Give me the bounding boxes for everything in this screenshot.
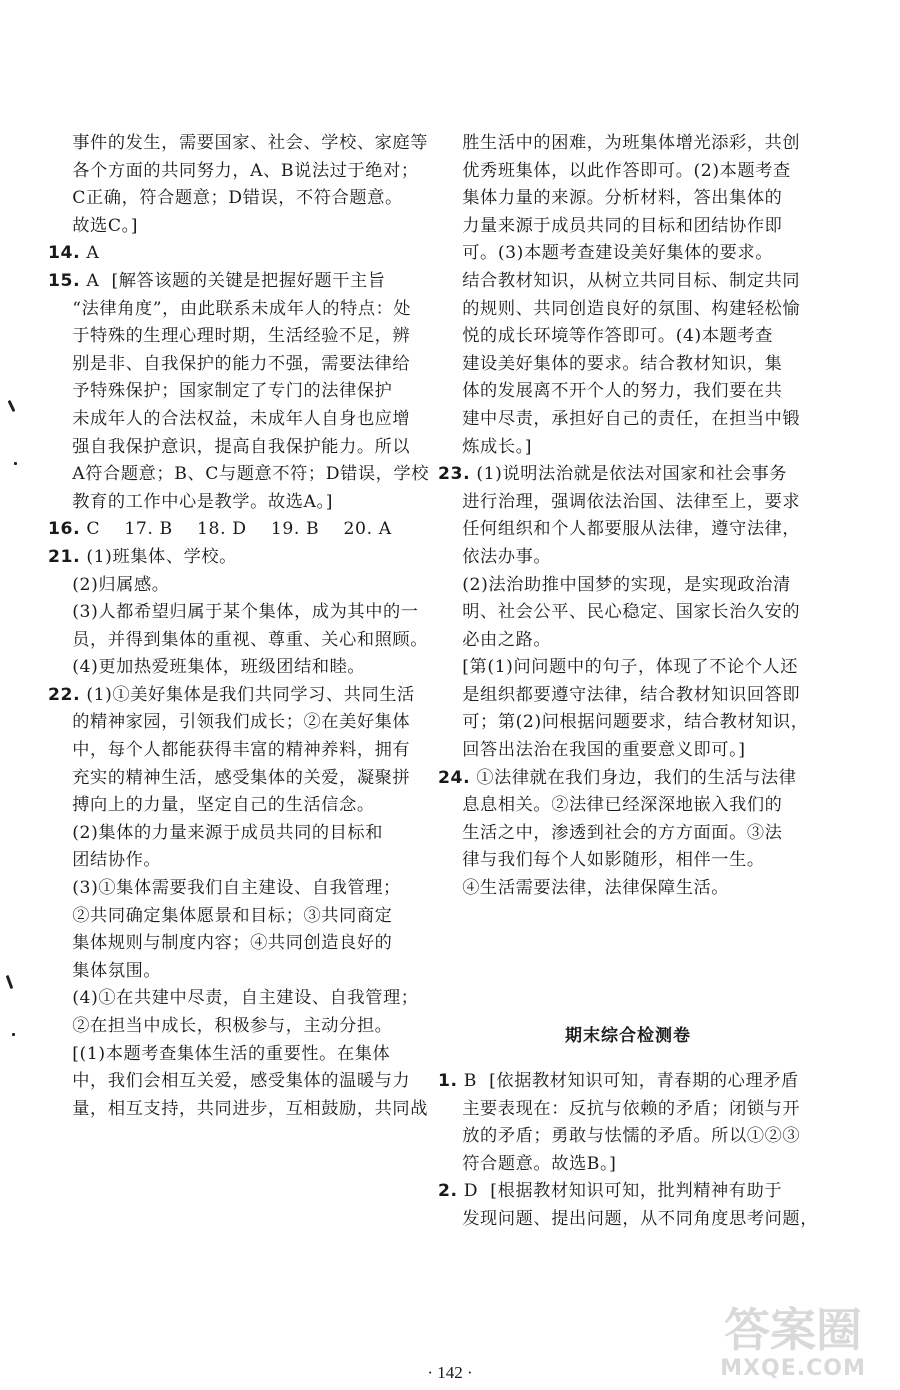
line-text: [(1)本题考查集体生活的重要性。在集体 [48, 1043, 391, 1064]
line-text: 任何组织和个人都要服从法律，遵守法律， [438, 519, 801, 540]
question-number: 1. [438, 1071, 458, 1091]
text-line [438, 875, 818, 903]
line-text: 员，并得到集体的重视、尊重、关心和照顾。 [48, 629, 429, 650]
text-line [48, 296, 426, 324]
text-line [438, 627, 818, 655]
line-text: 符合题意。故选B。] [438, 1153, 617, 1174]
line-text: 炼成长。] [438, 436, 533, 457]
text-line [48, 1041, 426, 1069]
line-text: 集体规则与制度内容；④共同创造良好的 [48, 933, 393, 954]
line-text: 量，相互支持，共同进步，互相鼓励，共同战 [48, 1098, 429, 1119]
text-line [48, 1068, 426, 1096]
line-text: 于特殊的生理心理时期，生活经验不足，辨 [48, 326, 411, 347]
line-text: 搏向上的力量，坚定自己的生活信念。 [48, 795, 375, 816]
text-line [438, 1123, 818, 1151]
question-number: 21. [48, 546, 81, 567]
text-line [438, 434, 818, 462]
text-line [48, 985, 426, 1013]
text-line [48, 406, 426, 434]
text-line [48, 682, 426, 710]
text-line [438, 489, 818, 517]
line-text: 结合教材知识，从树立共同目标、制定共同 [438, 270, 801, 291]
line-text: 教育的工作中心是教学。故选A。] [48, 491, 333, 512]
line-text: 充实的精神生活，感受集体的关爱，凝聚拼 [48, 767, 411, 788]
line-text: [第(1)问问题中的句子，体现了不论个人还 [438, 657, 799, 678]
text-line [438, 185, 818, 213]
text-line [438, 1151, 818, 1179]
line-text: A [解答该题的关键是把握好题干主旨 [80, 270, 386, 291]
line-text: 生活之中，渗透到社会的方方面面。③法 [438, 822, 783, 843]
text-line [48, 130, 429, 158]
text-line [438, 461, 818, 489]
question-number: 22. [48, 684, 81, 705]
line-text: 中，我们会相互关爱，感受集体的温暖与力 [48, 1071, 411, 1092]
line-text: (3)①集体需要我们自主建设、自我管理； [48, 878, 401, 899]
line-text: 依法办事。 [438, 546, 552, 567]
text-line [48, 903, 426, 931]
text-line [48, 572, 426, 600]
text-line [438, 792, 818, 820]
line-text: C正确，符合题意；D错误，不符合题意。 [48, 188, 403, 209]
text-line [48, 378, 426, 406]
left-column [48, 130, 430, 1123]
text-line [48, 875, 426, 903]
question-number: 24. [438, 767, 471, 788]
question-number: 15. [48, 270, 81, 291]
text-line [438, 654, 818, 682]
text-line [438, 572, 818, 600]
scan-mark [12, 1033, 15, 1036]
text-line [48, 185, 426, 213]
text-line [48, 847, 426, 875]
text-line [48, 627, 429, 655]
line-text: (2)集体的力量来源于成员共同的目标和 [48, 822, 384, 843]
line-text: 建设美好集体的要求。结合教材知识，集 [438, 353, 783, 374]
line-text: (1)说明法治就是依法对国家和社会事务 [470, 464, 788, 485]
text-line [48, 434, 426, 462]
line-text: 未成年人的合法权益，未成年人自身也应增 [48, 408, 411, 429]
line-text: 予特殊保护；国家制定了专门的法律保护 [48, 381, 393, 402]
line-text: ②共同确定集体愿景和目标；③共同商定 [48, 905, 393, 926]
text-line [48, 820, 426, 848]
right-column-continued [438, 1068, 818, 1234]
text-line [438, 1068, 818, 1096]
text-line [48, 930, 426, 958]
text-line [48, 599, 426, 627]
text-line [438, 323, 818, 351]
line-text: 胜生活中的困难，为班集体增光添彩，共创 [438, 133, 801, 153]
text-line [438, 213, 818, 241]
line-text: 放的矛盾；勇敢与怯懦的矛盾。所以①②③ [438, 1126, 801, 1147]
text-line [438, 1096, 818, 1124]
line-text: “法律角度”，由此联系未成年人的特点：处 [48, 298, 412, 319]
text-line [48, 489, 426, 517]
line-text: ②在担当中成长，积极参与，主动分担。 [48, 1016, 393, 1036]
line-text: 力量来源于成员共同的目标和团结协作即 [438, 215, 783, 236]
text-line [438, 765, 818, 793]
question-number: 23. [438, 464, 471, 485]
text-line [438, 1178, 818, 1206]
line-text: 发现问题、提出问题，从不同角度思考问题， [438, 1208, 819, 1229]
page-number: · 142 · [427, 1363, 473, 1382]
line-text: 中，每个人都能获得丰富的精神养料，拥有 [48, 740, 411, 761]
line-text: 事件的发生，需要国家、社会、学校、家庭等 [48, 133, 429, 153]
line-text: A符合题意；B、C与题意不符；D错误，学校 [48, 464, 430, 485]
text-line [438, 130, 818, 158]
line-text: (2)归属感。 [48, 574, 170, 595]
text-line [48, 765, 426, 793]
section-heading: 期末综合检测卷 [565, 1026, 691, 1046]
text-line [48, 158, 426, 186]
line-text: 体的发展离不开个人的努力，我们要在共 [438, 381, 783, 402]
scan-mark [14, 462, 17, 465]
question-number: 16. [48, 519, 81, 540]
text-line [48, 323, 426, 351]
text-line [48, 268, 426, 296]
text-line [48, 1013, 426, 1041]
text-line [48, 792, 426, 820]
line-text: 的规则、共同创造良好的氛围、构建轻松愉 [438, 298, 801, 319]
line-text: 别是非、自我保护的能力不强，需要法律给 [48, 353, 411, 374]
line-text: 团结协作。 [48, 850, 162, 871]
text-line [48, 1096, 429, 1124]
text-line [438, 737, 818, 765]
text-line [438, 516, 818, 544]
line-text: 建中尽责，承担好自己的责任，在担当中锻 [438, 408, 801, 429]
line-text: (3)人都希望归属于某个集体，成为其中的一 [48, 602, 419, 623]
line-text: 各个方面的共同努力，A、B说法过于绝对； [48, 160, 419, 181]
text-line [48, 544, 426, 572]
right-column [438, 130, 818, 903]
text-line [438, 709, 818, 737]
line-text: (1)班集体、学校。 [80, 546, 237, 567]
scan-mark [8, 400, 16, 412]
line-text: 主要表现在：反抗与依赖的矛盾；闭锁与开 [438, 1098, 801, 1119]
line-text: 进行治理，强调依法治国、法律至上，要求 [438, 491, 801, 512]
text-line [438, 240, 818, 268]
text-line [438, 544, 818, 572]
line-text: 回答出法治在我国的重要意义即可。] [438, 740, 746, 761]
line-text: (1)①美好集体是我们共同学习、共同生活 [80, 684, 415, 705]
text-line [438, 820, 818, 848]
line-text: (2)法治助推中国梦的实现，是实现政治清 [438, 574, 791, 595]
line-text: (4)①在共建中尽责，自主建设、自我管理； [48, 988, 419, 1009]
line-text: 悦的成长环境等作答即可。(4)本题考查 [438, 326, 774, 347]
text-line [48, 709, 426, 737]
line-text: 可；第(2)问根据问题要求，结合教材知识， [438, 712, 809, 733]
line-text: 可。(3)本题考查建设美好集体的要求。 [438, 243, 774, 264]
line-text: A [80, 243, 100, 264]
text-line [48, 737, 426, 765]
text-line [438, 1206, 818, 1234]
line-text: ①法律就在我们身边，我们的生活与法律 [470, 767, 797, 788]
line-text: 息息相关。②法律已经深深地嵌入我们的 [438, 795, 783, 816]
text-line [438, 351, 818, 379]
line-text: 故选C。] [48, 215, 139, 236]
text-line [438, 682, 818, 710]
text-line [438, 378, 818, 406]
line-text: 是组织都要遵守法律，结合教材知识回答即 [438, 684, 801, 705]
text-line [48, 213, 426, 241]
line-text: 律与我们每个人如影随形，相伴一生。 [438, 850, 765, 871]
question-number: 2. [438, 1181, 458, 1202]
text-line [48, 516, 426, 544]
text-line [48, 351, 426, 379]
line-text: 优秀班集体，以此作答即可。(2)本题考查 [438, 160, 791, 181]
text-line [48, 461, 430, 489]
line-text: 集体氛围。 [48, 960, 162, 981]
text-line [438, 296, 818, 324]
line-text: 的精神家园，引领我们成长；②在美好集体 [48, 712, 411, 733]
text-line [438, 406, 818, 434]
line-text: 强自我保护意识，提高自我保护能力。所以 [48, 436, 411, 457]
line-text: 集体力量的来源。分析材料，答出集体的 [438, 188, 783, 209]
scan-mark [6, 975, 14, 989]
text-line [438, 847, 818, 875]
line-text: (4)更加热爱班集体，班级团结和睦。 [48, 657, 366, 678]
text-line [438, 268, 818, 296]
text-line [438, 158, 818, 186]
line-text: D [根据教材知识可知，批判精神有助于 [457, 1181, 783, 1202]
watermark-big: 答案圈 [724, 1303, 862, 1357]
watermark-url: MXQE.COM [720, 1356, 866, 1381]
question-number: 14. [48, 243, 81, 264]
line-text: 明、社会公平、民心稳定、国家长治久安的 [438, 602, 801, 623]
text-line [48, 958, 426, 986]
line-text: C 17. B 18. D 19. B 20. A [80, 519, 392, 540]
line-text: B [依据教材知识可知，青春期的心理矛盾 [457, 1071, 799, 1091]
line-text: 必由之路。 [438, 629, 552, 650]
text-line [48, 240, 426, 268]
text-line [48, 654, 426, 682]
text-line [438, 599, 818, 627]
line-text: ④生活需要法律，法律保障生活。 [438, 878, 730, 899]
